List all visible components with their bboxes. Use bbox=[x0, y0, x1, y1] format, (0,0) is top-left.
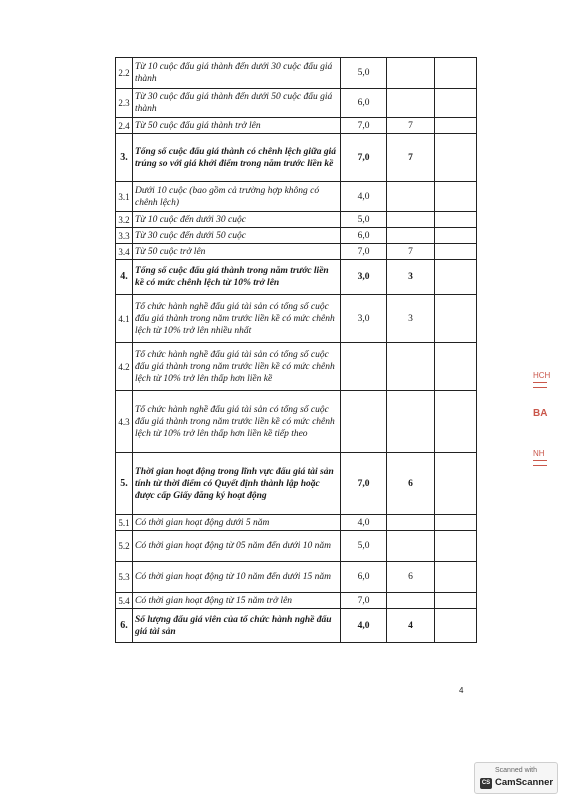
max-score: 6,0 bbox=[341, 562, 387, 593]
row-number: 2.2 bbox=[116, 58, 133, 89]
criterion-description: Từ 50 cuộc trở lên bbox=[133, 244, 341, 260]
stamp-fragment bbox=[533, 371, 551, 388]
max-score: 6,0 bbox=[341, 228, 387, 244]
empty-cell bbox=[435, 260, 477, 295]
max-score: 4,0 bbox=[341, 609, 387, 643]
stamp-bars bbox=[533, 382, 547, 388]
row-number: 4.2 bbox=[116, 343, 133, 391]
empty-cell bbox=[435, 515, 477, 531]
empty-cell bbox=[435, 118, 477, 134]
max-score: 4,0 bbox=[341, 515, 387, 531]
stamp-text: BA bbox=[533, 408, 548, 419]
criterion-description: Có thời gian hoạt động từ 10 năm đến dưới 15 năm bbox=[133, 562, 341, 593]
camscanner-badge bbox=[474, 762, 558, 794]
table-row bbox=[116, 593, 477, 609]
empty-cell bbox=[435, 228, 477, 244]
table-row bbox=[116, 228, 477, 244]
empty-cell bbox=[435, 58, 477, 89]
table-row bbox=[116, 391, 477, 453]
awarded-score bbox=[387, 531, 435, 562]
awarded-score: 7 bbox=[387, 118, 435, 134]
criterion-description: Số lượng đấu giá viên của tổ chức hành nghề đấu giá tài sản bbox=[133, 609, 341, 643]
awarded-score bbox=[387, 343, 435, 391]
table-row bbox=[116, 515, 477, 531]
criterion-description: Tổ chức hành nghề đấu giá tài sản có tổng số cuộc đấu giá thành trong năm trước liền kề có mức chênh lệch từ 10% trở lên thấp hơn liền kề tiếp theo bbox=[133, 391, 341, 453]
table-row bbox=[116, 562, 477, 593]
row-number: 3.1 bbox=[116, 182, 133, 212]
table-row bbox=[116, 134, 477, 182]
max-score: 7,0 bbox=[341, 118, 387, 134]
criterion-description: Từ 50 cuộc đấu giá thành trở lên bbox=[133, 118, 341, 134]
max-score: 7,0 bbox=[341, 593, 387, 609]
table-row bbox=[116, 58, 477, 89]
empty-cell bbox=[435, 391, 477, 453]
awarded-score: 3 bbox=[387, 295, 435, 343]
awarded-score bbox=[387, 228, 435, 244]
row-number: 3. bbox=[116, 134, 133, 182]
badge-brand: CamScanner bbox=[495, 777, 554, 788]
max-score: 3,0 bbox=[341, 295, 387, 343]
empty-cell bbox=[435, 244, 477, 260]
table-row bbox=[116, 244, 477, 260]
empty-cell bbox=[435, 609, 477, 643]
awarded-score: 6 bbox=[387, 453, 435, 515]
empty-cell bbox=[435, 562, 477, 593]
criterion-description: Có thời gian hoạt động dưới 5 năm bbox=[133, 515, 341, 531]
row-number: 2.3 bbox=[116, 89, 133, 118]
table-row bbox=[116, 212, 477, 228]
table-row bbox=[116, 343, 477, 391]
criterion-description: Dưới 10 cuộc (bao gồm cả trường hợp không có chênh lệch) bbox=[133, 182, 341, 212]
table-row bbox=[116, 260, 477, 295]
awarded-score bbox=[387, 515, 435, 531]
max-score: 3,0 bbox=[341, 260, 387, 295]
table-row bbox=[116, 453, 477, 515]
awarded-score bbox=[387, 58, 435, 89]
stamp-bars bbox=[533, 460, 547, 466]
criterion-description: Tổng số cuộc đấu giá thành trong năm trước liền kề có mức chênh lệch từ 10% trở lên bbox=[133, 260, 341, 295]
criterion-description: Tổ chức hành nghề đấu giá tài sản có tổng số cuộc đấu giá thành trong năm trước liền kề có mức chênh lệch từ 10% trở lên thấp hơn liền kề bbox=[133, 343, 341, 391]
criteria-table-body bbox=[116, 58, 477, 643]
table-row bbox=[116, 609, 477, 643]
stamp-fragment bbox=[533, 410, 547, 424]
max-score bbox=[341, 343, 387, 391]
criterion-description: Thời gian hoạt động trong lĩnh vực đấu giá tài sản tính từ thời điểm có Quyết định thành lập hoặc được cấp Giấy đăng ký hoạt động bbox=[133, 453, 341, 515]
row-number: 4.3 bbox=[116, 391, 133, 453]
stamp-fragment bbox=[533, 450, 547, 468]
criterion-description: Có thời gian hoạt động từ 15 năm trở lên bbox=[133, 593, 341, 609]
max-score bbox=[341, 391, 387, 453]
awarded-score: 7 bbox=[387, 134, 435, 182]
criterion-description: Từ 30 cuộc đến dưới 50 cuộc bbox=[133, 228, 341, 244]
empty-cell bbox=[435, 343, 477, 391]
row-number: 5.3 bbox=[116, 562, 133, 593]
row-number: 3.4 bbox=[116, 244, 133, 260]
max-score: 4,0 bbox=[341, 182, 387, 212]
max-score: 7,0 bbox=[341, 134, 387, 182]
row-number: 4.1 bbox=[116, 295, 133, 343]
empty-cell bbox=[435, 134, 477, 182]
table-row bbox=[116, 118, 477, 134]
row-number: 5. bbox=[116, 453, 133, 515]
awarded-score bbox=[387, 391, 435, 453]
criterion-description: Tổng số cuộc đấu giá thành có chênh lệch giữa giá trúng so với giá khởi điểm trong năm trước liền kề bbox=[133, 134, 341, 182]
empty-cell bbox=[435, 593, 477, 609]
row-number: 3.3 bbox=[116, 228, 133, 244]
table-row bbox=[116, 89, 477, 118]
stamp-text: HCH bbox=[533, 371, 551, 380]
max-score: 5,0 bbox=[341, 212, 387, 228]
awarded-score: 6 bbox=[387, 562, 435, 593]
row-number: 5.1 bbox=[116, 515, 133, 531]
table-row bbox=[116, 182, 477, 212]
stamp-text: NH bbox=[533, 449, 545, 458]
awarded-score bbox=[387, 182, 435, 212]
awarded-score bbox=[387, 212, 435, 228]
max-score: 7,0 bbox=[341, 453, 387, 515]
max-score: 6,0 bbox=[341, 89, 387, 118]
awarded-score bbox=[387, 593, 435, 609]
max-score: 5,0 bbox=[341, 531, 387, 562]
table-row bbox=[116, 295, 477, 343]
criterion-description: Tổ chức hành nghề đấu giá tài sản có tổng số cuộc đấu giá thành trong năm trước liền kề có mức chênh lệch từ 10% trở lên nhiều nhất bbox=[133, 295, 341, 343]
criterion-description: Từ 10 cuộc đấu giá thành đến dưới 30 cuộc đấu giá thành bbox=[133, 58, 341, 89]
max-score: 5,0 bbox=[341, 58, 387, 89]
criterion-description: Từ 30 cuộc đấu giá thành đến dưới 50 cuộc đấu giá thành bbox=[133, 89, 341, 118]
criterion-description: Từ 10 cuộc đến dưới 30 cuộc bbox=[133, 212, 341, 228]
empty-cell bbox=[435, 295, 477, 343]
camscanner-logo-icon: CS bbox=[480, 778, 492, 789]
table-row bbox=[116, 531, 477, 562]
row-number: 5.4 bbox=[116, 593, 133, 609]
row-number: 2.4 bbox=[116, 118, 133, 134]
row-number: 4. bbox=[116, 260, 133, 295]
awarded-score bbox=[387, 89, 435, 118]
criterion-description: Có thời gian hoạt động từ 05 năm đến dưới 10 năm bbox=[133, 531, 341, 562]
empty-cell bbox=[435, 212, 477, 228]
row-number: 6. bbox=[116, 609, 133, 643]
row-number: 3.2 bbox=[116, 212, 133, 228]
awarded-score: 3 bbox=[387, 260, 435, 295]
row-number: 5.2 bbox=[116, 531, 133, 562]
awarded-score: 4 bbox=[387, 609, 435, 643]
criteria-table bbox=[115, 57, 477, 643]
empty-cell bbox=[435, 453, 477, 515]
badge-caption: Scanned with bbox=[494, 767, 538, 774]
empty-cell bbox=[435, 89, 477, 118]
page-number: 4 bbox=[459, 686, 464, 695]
awarded-score: 7 bbox=[387, 244, 435, 260]
empty-cell bbox=[435, 531, 477, 562]
empty-cell bbox=[435, 182, 477, 212]
max-score: 7,0 bbox=[341, 244, 387, 260]
